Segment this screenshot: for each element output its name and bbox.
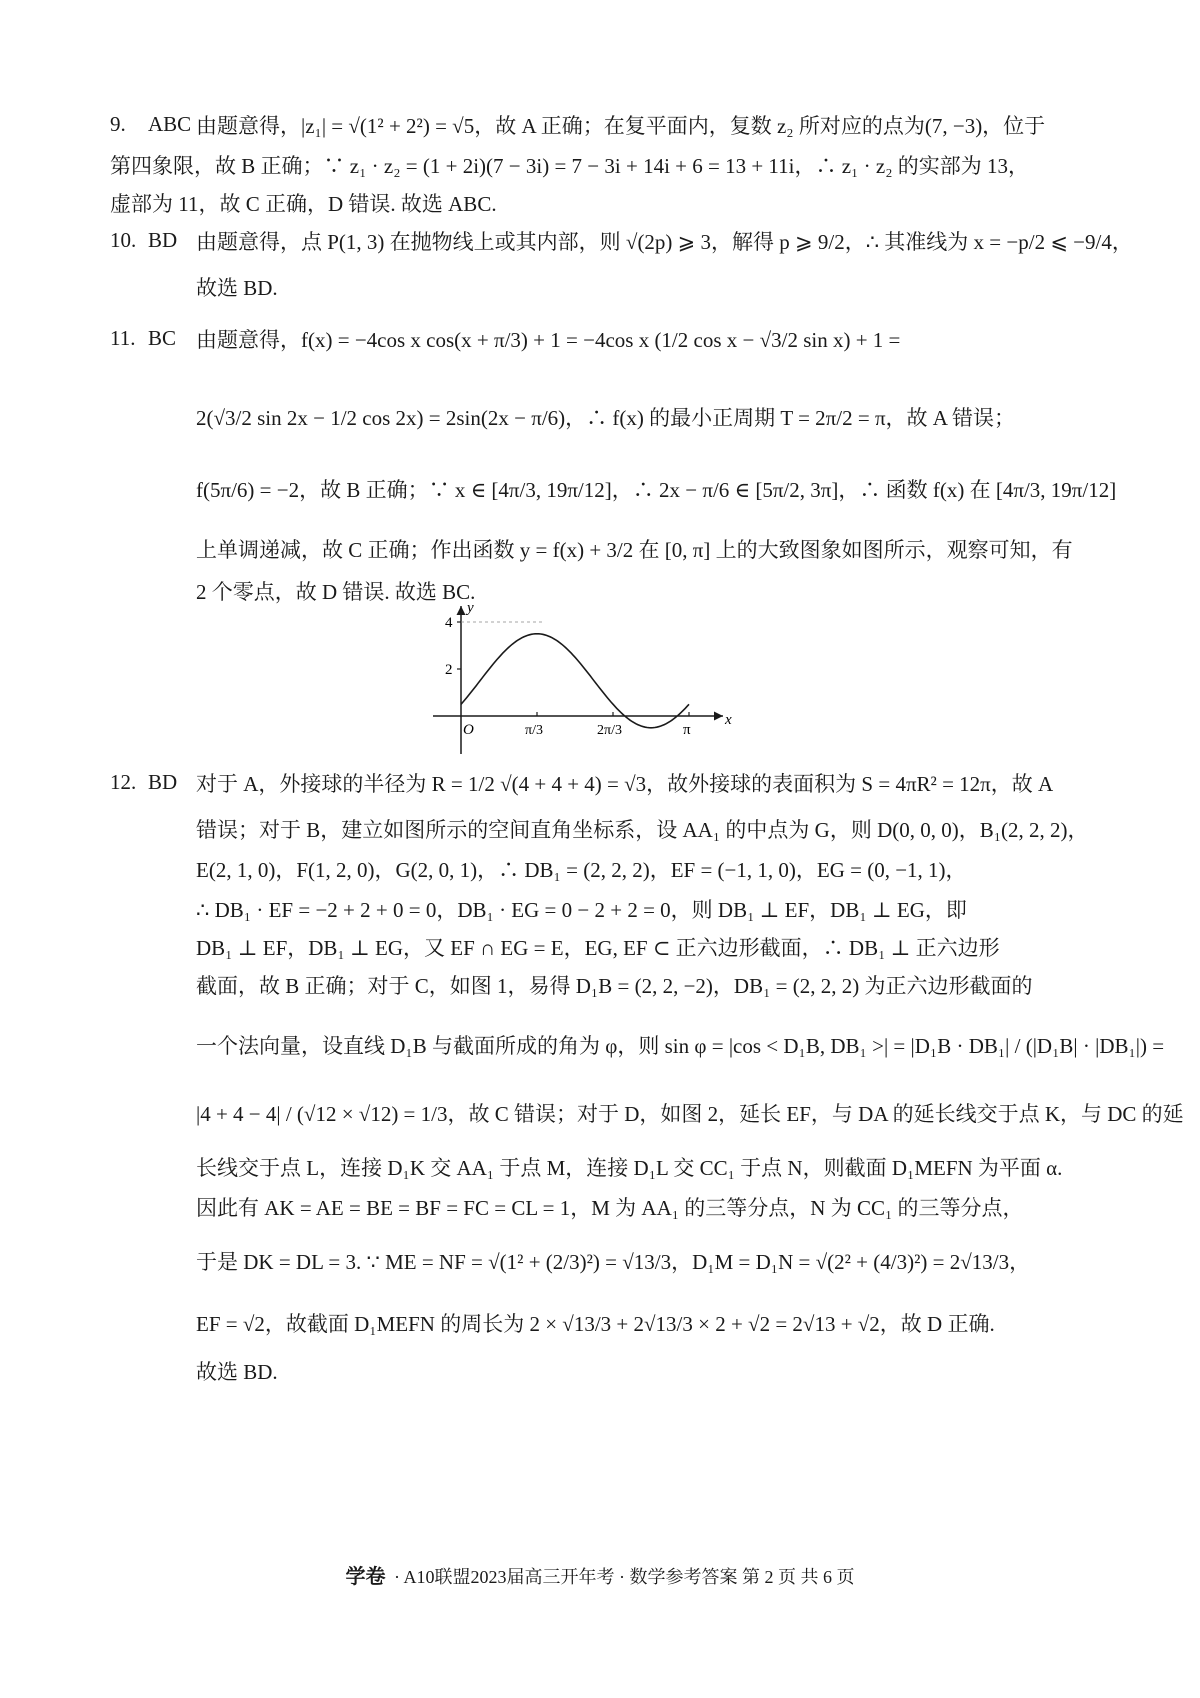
solution-line: |4 + 4 − 4| / (√12 × √12) = 1/3，故 C 错误；对于 D，如图 2，延长 EF，与 DA 的延长线交于点 K，与 DC 的延 (196, 1102, 1184, 1126)
y-tick-label: 4 (445, 615, 453, 631)
question-number: 10. (110, 228, 137, 252)
publisher-logo: 学卷 (345, 1566, 386, 1588)
solution-line: 于是 DK = DL = 3. ∵ ME = NF = √(1² + (2/3)²) = √13/3，D₁M = D₁N = √(2² + (4/3)²) = 2√13/3， (196, 1250, 1031, 1274)
solution-line: DB₁ ⊥ EF，DB₁ ⊥ EG，又 EF ∩ EG = E，EG, EF ⊂ 正六边形截面，∴ DB₁ ⊥ 正六边形 (196, 936, 1000, 960)
solution-line: 截面，故 B 正确；对于 C，如图 1，易得 D₁B = (2, 2, −2)，DB₁ = (2, 2, 2) 为正六边形截面的 (196, 974, 1033, 998)
x-tick-label: π/3 (525, 723, 543, 738)
x-axis-label: x (725, 712, 732, 728)
solution-line: 虚部为 11，故 C 正确，D 错误. 故选 ABC. (110, 192, 497, 216)
solution-line: 因此有 AK = AE = BE = BF = FC = CL = 1，M 为 AA₁ 的三等分点，N 为 CC₁ 的三等分点， (196, 1196, 1024, 1220)
origin-label: O (463, 722, 474, 738)
question-number: 9. (110, 112, 126, 136)
function-curve (461, 634, 689, 728)
solution-line: 2(√3/2 sin 2x − 1/2 cos 2x) = 2sin(2x − π/6)，∴ f(x) 的最小正周期 T = 2π/2 = π，故 A 错误； (196, 406, 1016, 430)
solution-line: f(5π/6) = −2，故 B 正确；∵ x ∈ [4π/3, 19π/12]，∴ 2x − π/6 ∈ [5π/2, 3π]，∴ 函数 f(x) 在 [4π/3, 19π/12] (196, 478, 1117, 502)
solution-line: ∴ DB₁ · EF = −2 + 2 + 0 = 0，DB₁ · EG = 0 − 2 + 2 = 0，则 DB₁ ⊥ EF，DB₁ ⊥ EG，即 (196, 898, 967, 922)
x-tick-label: π (683, 722, 691, 738)
function-graph (425, 600, 745, 760)
solution-line: 由题意得，点 P(1, 3) 在抛物线上或其内部，则 √(2p) ⩾ 3，解得 p ⩾ 9/2，∴ 其准线为 x = −p/2 ⩽ −9/4， (196, 230, 1133, 254)
question-answer: BC (148, 326, 177, 350)
footer-text: · A10联盟2023届高三开年考 · 数学参考答案 第 2 页 共 6 页 (394, 1567, 855, 1587)
y-axis-label: y (467, 600, 474, 616)
solution-line: 上单调递减，故 C 正确；作出函数 y = f(x) + 3/2 在 [0, π] 上的大致图象如图所示，观察可知，有 (196, 538, 1073, 562)
page-footer (0, 1560, 1200, 1589)
solution-line: 故选 BD. (196, 1360, 278, 1384)
solution-line: 故选 BD. (196, 276, 278, 300)
solution-line: 2 个零点，故 D 错误. 故选 BC. (196, 580, 476, 604)
solution-line: 由题意得，|z₁| = √(1² + 2²) = √5，故 A 正确；在复平面内，复数 z₂ 所对应的点为(7, −3)，位于 (196, 114, 1046, 138)
x-tick-label: 2π/3 (597, 723, 622, 738)
solution-line: 长线交于点 L，连接 D₁K 交 AA₁ 于点 M，连接 D₁L 交 CC₁ 于点 N，则截面 D₁MEFN 为平面 α. (196, 1156, 1063, 1180)
question-answer: ABC (148, 112, 192, 136)
question-number: 12. (110, 770, 137, 794)
question-answer: BD (148, 770, 178, 794)
solution-line: 第四象限，故 B 正确；∵ z₁ · z₂ = (1 + 2i)(7 − 3i) = 7 − 3i + 14i + 6 = 13 + 11i，∴ z₁ · z₂ 的实部为 13， (110, 154, 1030, 178)
solution-line: EF = √2，故截面 D₁MEFN 的周长为 2 × √13/3 + 2√13/3 × 2 + √2 = 2√13 + √2，故 D 正确. (196, 1312, 995, 1336)
question-answer: BD (148, 228, 178, 252)
solution-line: 一个法向量，设直线 D₁B 与截面所成的角为 φ，则 sin φ = |cos < D₁B, DB₁ >| = |D₁B · DB₁| / (|D₁B| · |DB₁|) = (196, 1034, 1165, 1058)
solution-line: E(2, 1, 0)，F(1, 2, 0)，G(2, 0, 1)，∴ DB₁ = (2, 2, 2)，EF = (−1, 1, 0)，EG = (0, −1, 1)， (196, 858, 967, 882)
question-number: 11. (110, 326, 136, 350)
solution-line: 对于 A，外接球的半径为 R = 1/2 √(4 + 4 + 4) = √3，故外接球的表面积为 S = 4πR² = 12π，故 A (196, 772, 1054, 796)
solution-line: 错误；对于 B，建立如图所示的空间直角坐标系，设 AA₁ 的中点为 G，则 D(0, 0, 0)，B₁(2, 2, 2)， (196, 818, 1089, 842)
y-tick-label: 2 (445, 662, 453, 678)
solution-line: 由题意得，f(x) = −4cos x cos(x + π/3) + 1 = −4cos x (1/2 cos x − √3/2 sin x) + 1 = (196, 328, 901, 352)
